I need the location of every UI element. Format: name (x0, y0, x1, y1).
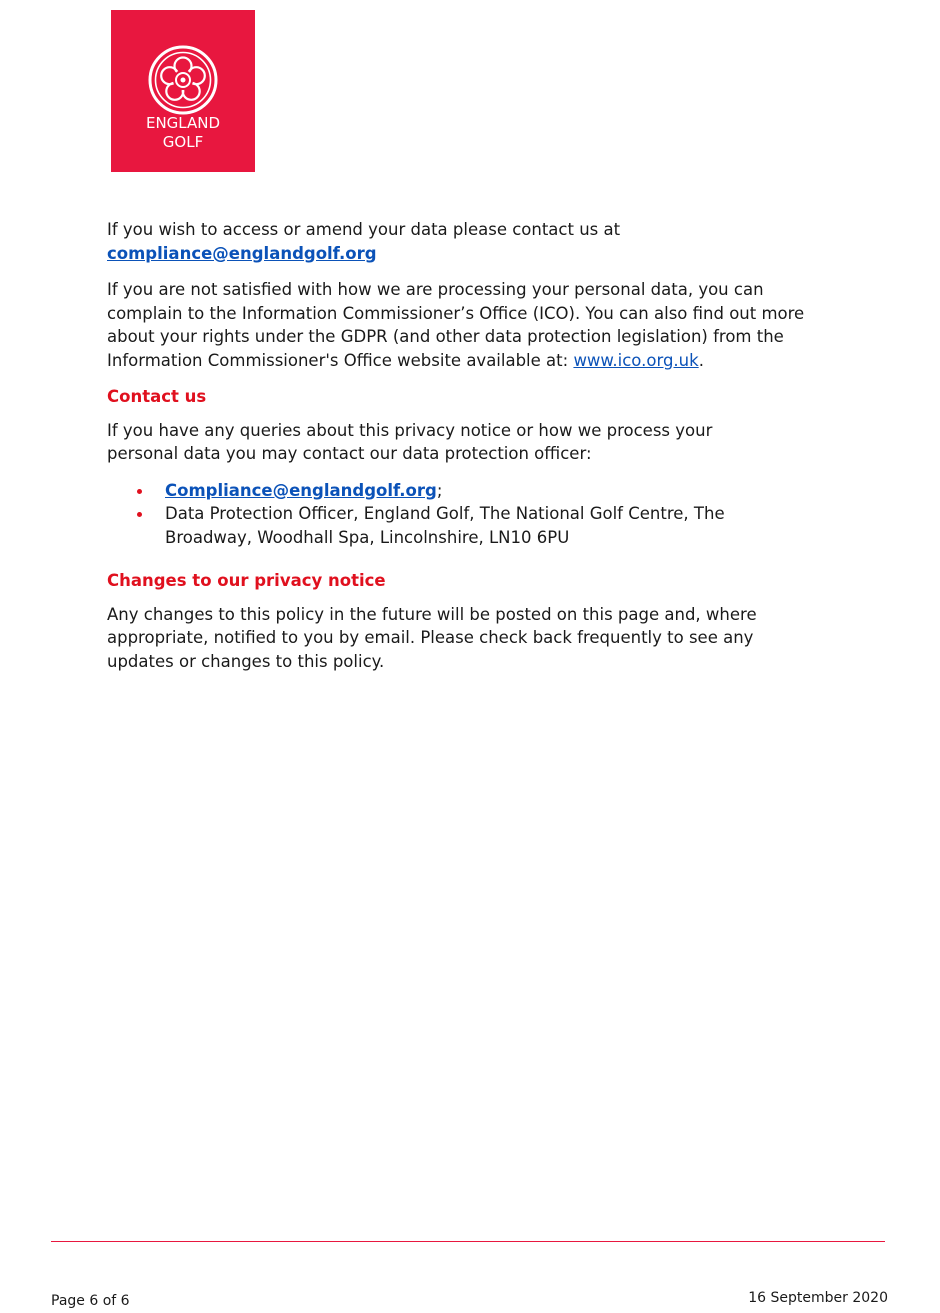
changes-paragraph: Any changes to this policy in the future will be posted on this page and, where appropriate, notified to you by email. Please check back frequently to see any updates or changes to this policy. (107, 604, 757, 671)
compliance-email-link[interactable]: Compliance@englandgolf.org (165, 480, 437, 500)
page-number: Page 6 of 6 (51, 1293, 130, 1309)
footer-divider (51, 1241, 885, 1242)
ico-paragraph (107, 278, 819, 372)
ico-text: If you are not satisfied with how we are processing your personal data, you can complain to the Information Commissioner’s Office (ICO). You can also find out more about your rights under the GDPR (and other data protection legislation) from the Information Commissioner's Office website available at: (107, 280, 805, 370)
england-golf-logo (111, 10, 255, 172)
list-item (165, 502, 775, 549)
document-date: 16 September 2020 (748, 1290, 888, 1306)
list-item (165, 479, 827, 503)
dpo-address: Data Protection Officer, England Golf, The National Golf Centre, The Broadway, Woodhall Spa, Lincolnshire, LN10 6PU (165, 504, 725, 547)
logo-wordmark (111, 114, 255, 152)
email-suffix: ; (436, 480, 443, 500)
logo-line-england: ENGLAND (145, 114, 221, 132)
logo-line-golf: GOLF (162, 133, 204, 151)
access-paragraph (107, 218, 647, 265)
access-email-link[interactable]: compliance@englandgolf.org (107, 243, 377, 263)
ico-website-link[interactable]: www.ico.org.uk (573, 350, 699, 370)
rose-icon (147, 44, 219, 116)
changes-heading: Changes to our privacy notice (107, 571, 386, 590)
contact-heading: Contact us (107, 387, 207, 406)
document-body (107, 218, 827, 686)
access-text: If you wish to access or amend your data please contact us at (107, 220, 621, 239)
ico-suffix: . (698, 350, 704, 370)
contact-intro: If you have any queries about this privacy notice or how we process your personal data you may contact our data protection officer: (107, 420, 713, 463)
contact-list (107, 479, 827, 550)
